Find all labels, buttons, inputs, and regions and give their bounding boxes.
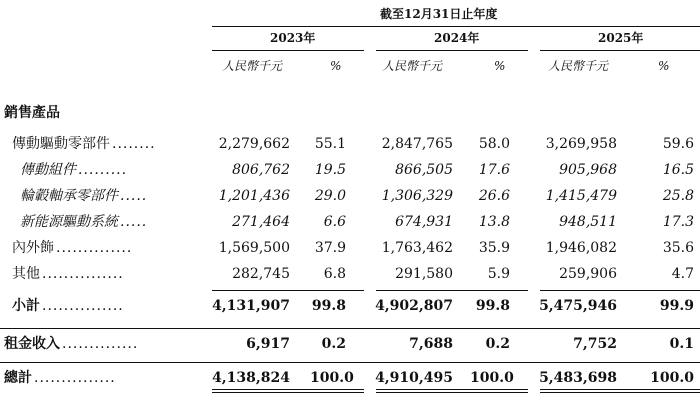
percent-cell: 19.5	[314, 162, 346, 178]
percent-cell: 26.6	[478, 188, 510, 204]
percent-cell: 100.0	[650, 370, 694, 386]
amount-cell: 282,745	[232, 266, 290, 282]
row-leader-dots: ...............	[42, 299, 124, 313]
percent-cell: 6.8	[323, 266, 346, 282]
unit-amount-2024: 人民幣千元	[382, 59, 443, 73]
percent-cell: 35.6	[662, 240, 694, 256]
percent-cell: 100.0	[310, 370, 354, 386]
amount-cell: 259,906	[559, 266, 617, 282]
rental-rule-top	[0, 328, 700, 329]
row-label: 傳動組件	[20, 162, 76, 178]
row-leader-dots: ..............	[62, 337, 139, 351]
percent-cell: 17.6	[478, 162, 510, 178]
percent-cell: 99.9	[659, 298, 694, 314]
percent-cell: 99.8	[475, 298, 510, 314]
percent-cell: 17.3	[662, 214, 694, 230]
amount-cell: 806,762	[232, 162, 290, 178]
amount-cell: 291,580	[395, 266, 453, 282]
row-leader-dots: .....	[120, 189, 148, 203]
year-header-2023: 2023年	[270, 31, 316, 45]
percent-cell: 4.7	[671, 266, 694, 282]
amount-cell: 4,131,907	[212, 298, 290, 314]
period-header: 截至12月31日止年度	[380, 7, 498, 21]
amount-cell: 866,505	[395, 162, 453, 178]
section-title: 銷售產品	[4, 105, 60, 121]
year-header-2025: 2025年	[598, 31, 644, 45]
unit-pct-2024: %	[494, 59, 506, 73]
percent-cell: 25.8	[662, 188, 694, 204]
row-label: 新能源驅動系統	[20, 214, 118, 230]
amount-cell: 271,464	[232, 214, 290, 230]
percent-cell: 29.0	[314, 188, 346, 204]
amount-cell: 7,688	[409, 336, 453, 352]
total-double-rule-2024-b	[376, 392, 528, 393]
percent-cell: 100.0	[470, 370, 514, 386]
amount-cell: 6,917	[246, 336, 290, 352]
row-leader-dots: ..............	[56, 241, 133, 255]
total-double-rule-2024-a	[376, 389, 528, 390]
total-rule-top	[0, 362, 700, 363]
percent-cell: 6.6	[323, 214, 346, 230]
amount-cell: 948,511	[559, 214, 617, 230]
unit-pct-2025: %	[658, 59, 670, 73]
row-label: 內外飾	[12, 240, 54, 256]
amount-cell: 5,483,698	[539, 370, 617, 386]
amount-cell: 1,763,462	[381, 240, 453, 256]
row-leader-dots: .........	[78, 163, 128, 177]
year-header-2024: 2024年	[434, 31, 480, 45]
percent-cell: 59.6	[662, 136, 694, 152]
year-rule-2025	[540, 50, 700, 51]
amount-cell: 4,138,824	[212, 370, 290, 386]
unit-pct-2023: %	[330, 59, 342, 73]
unit-amount-2025: 人民幣千元	[548, 59, 609, 73]
row-label: 租金收入	[4, 336, 60, 352]
percent-cell: 0.1	[669, 336, 694, 352]
total-double-rule-2023-a	[212, 389, 364, 390]
percent-cell: 58.0	[478, 136, 510, 152]
header-rule-top	[212, 26, 700, 27]
row-leader-dots: ...............	[42, 267, 124, 281]
row-leader-dots: ........	[112, 137, 156, 151]
percent-cell: 5.9	[487, 266, 510, 282]
percent-cell: 55.1	[314, 136, 346, 152]
amount-cell: 1,569,500	[218, 240, 290, 256]
row-label: 總計	[4, 370, 32, 386]
percent-cell: 0.2	[321, 336, 346, 352]
year-rule-2024	[376, 50, 528, 51]
amount-cell: 1,306,329	[381, 188, 453, 204]
amount-cell: 4,910,495	[375, 370, 453, 386]
amount-cell: 1,946,082	[545, 240, 617, 256]
amount-cell: 5,475,946	[539, 298, 617, 314]
row-label: 其他	[12, 266, 40, 282]
percent-cell: 35.9	[478, 240, 510, 256]
subtotal-rule-2025	[540, 290, 700, 291]
amount-cell: 4,902,807	[375, 298, 453, 314]
amount-cell: 2,847,765	[381, 136, 453, 152]
percent-cell: 37.9	[314, 240, 346, 256]
percent-cell: 13.8	[478, 214, 510, 230]
amount-cell: 7,752	[573, 336, 617, 352]
total-double-rule-2025-a	[540, 389, 700, 390]
row-leader-dots: ...............	[34, 371, 116, 385]
amount-cell: 1,201,436	[218, 188, 290, 204]
percent-cell: 99.8	[311, 298, 346, 314]
total-double-rule-2025-b	[540, 392, 700, 393]
total-double-rule-2023-b	[212, 392, 364, 393]
year-rule-2023	[212, 50, 364, 51]
amount-cell: 2,279,662	[218, 136, 290, 152]
subtotal-rule-2023	[212, 290, 364, 291]
amount-cell: 1,415,479	[545, 188, 617, 204]
amount-cell: 905,968	[559, 162, 617, 178]
percent-cell: 0.2	[485, 336, 510, 352]
row-leader-dots: .....	[120, 215, 148, 229]
percent-cell: 16.5	[662, 162, 694, 178]
row-label: 傳動驅動零部件	[12, 136, 110, 152]
unit-amount-2023: 人民幣千元	[222, 59, 283, 73]
amount-cell: 3,269,958	[545, 136, 617, 152]
subtotal-rule-2024	[376, 290, 528, 291]
row-label: 小計	[12, 298, 40, 314]
row-label: 輪轂軸承零部件	[20, 188, 118, 204]
amount-cell: 674,931	[395, 214, 453, 230]
